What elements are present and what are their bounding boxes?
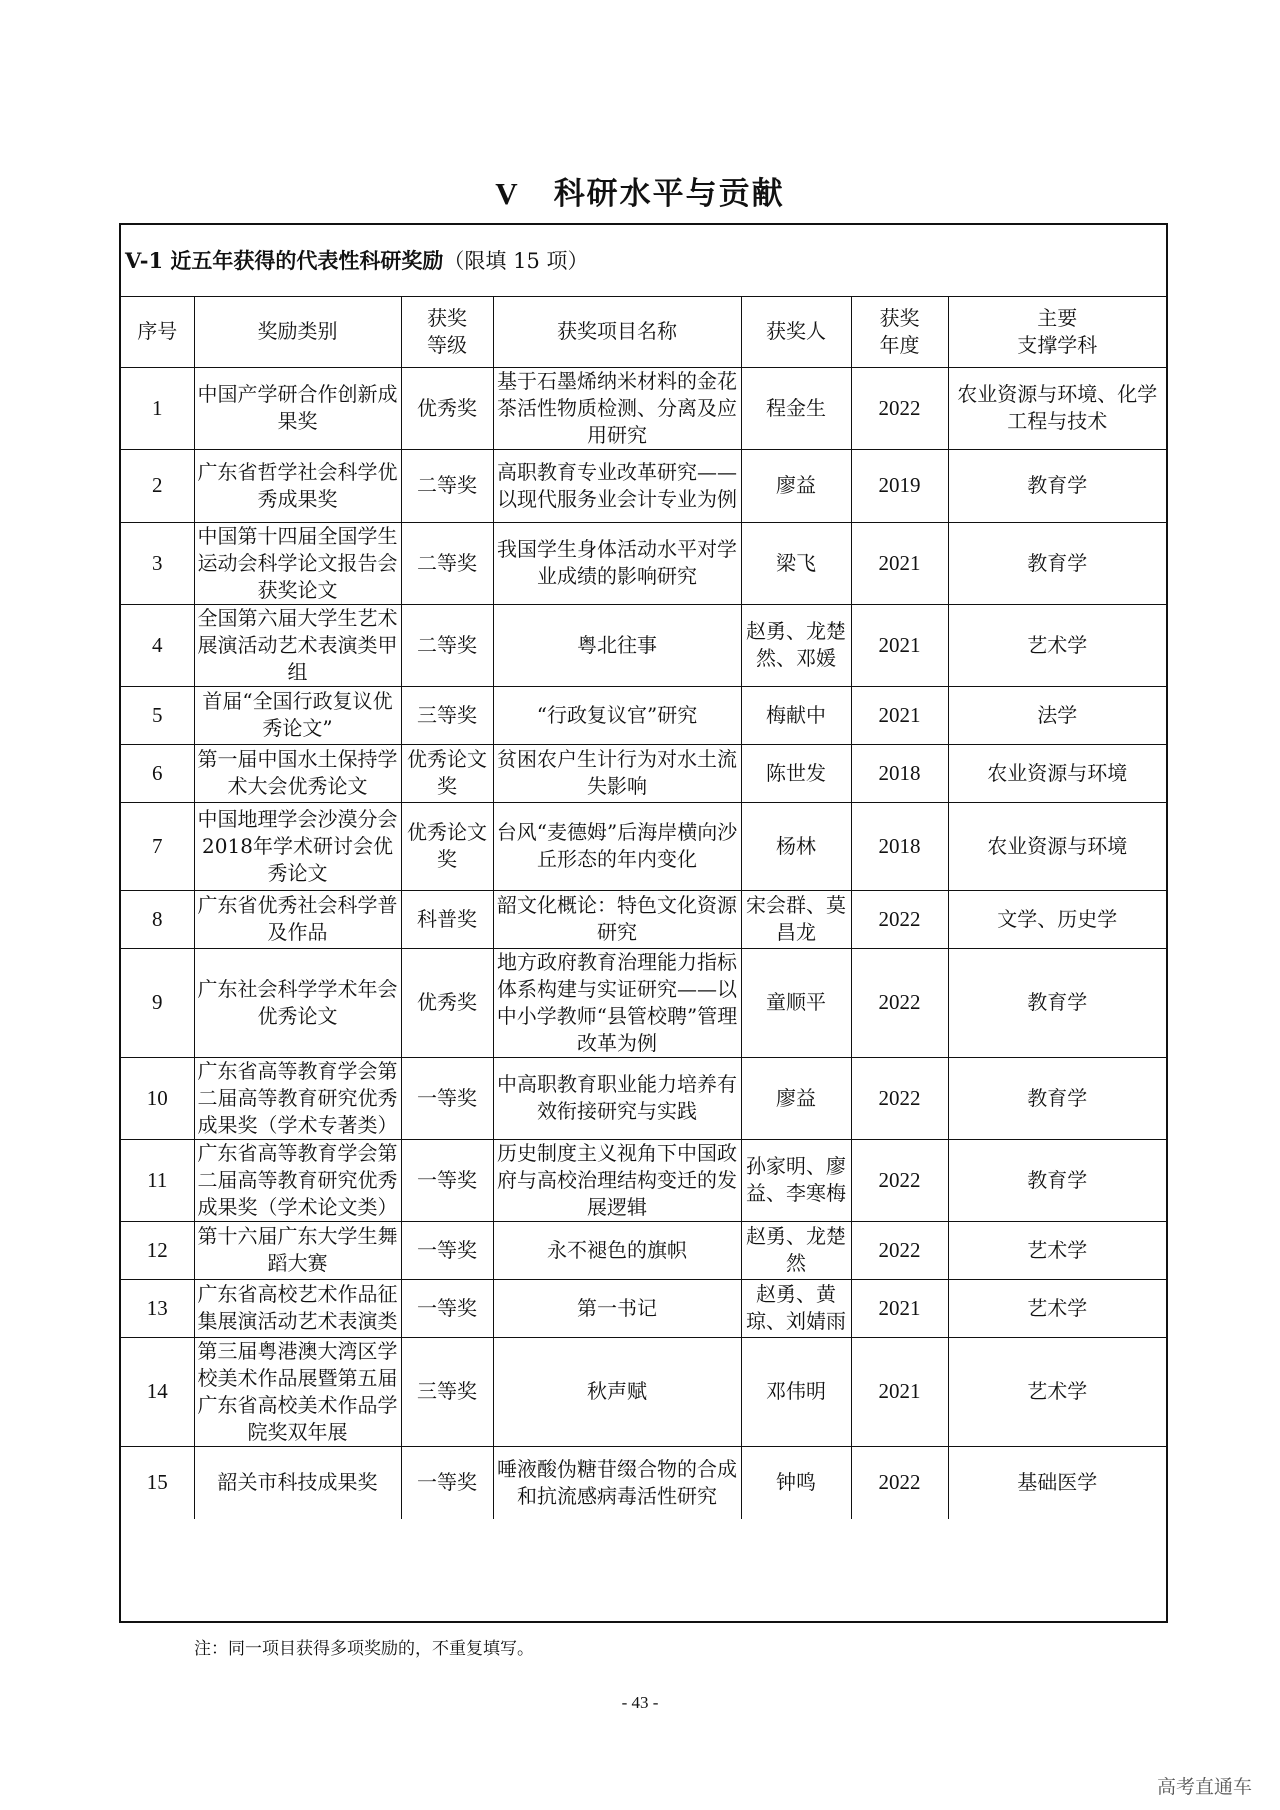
cell-award-level: 二等奖 (401, 522, 493, 604)
table-row (121, 367, 1166, 449)
section-code-title: V-1 近五年获得的代表性科研奖励 (125, 248, 444, 273)
table-row (121, 802, 1166, 890)
cell-index: 13 (121, 1279, 194, 1337)
cell-award-category: 广东省哲学社会科学优秀成果奖 (194, 449, 401, 522)
cell-award-level: 一等奖 (401, 1446, 493, 1519)
cell-year: 2022 (851, 1057, 948, 1139)
cell-award-category: 广东社会科学学术年会优秀论文 (194, 948, 401, 1057)
cell-award-category: 全国第六届大学生艺术展演活动艺术表演类甲组 (194, 604, 401, 686)
cell-discipline: 教育学 (948, 522, 1166, 604)
table-row (121, 1337, 1166, 1446)
cell-award-level: 一等奖 (401, 1139, 493, 1221)
cell-index: 6 (121, 744, 194, 802)
cell-award-level: 一等奖 (401, 1221, 493, 1279)
cell-award-level: 科普奖 (401, 890, 493, 948)
cell-discipline: 法学 (948, 686, 1166, 744)
cell-index: 8 (121, 890, 194, 948)
cell-year: 2022 (851, 1139, 948, 1221)
cell-discipline: 教育学 (948, 449, 1166, 522)
cell-year: 2022 (851, 1446, 948, 1519)
cell-award-level: 优秀奖 (401, 367, 493, 449)
awards-section-box (119, 223, 1168, 1623)
cell-winners: 赵勇、龙楚然 (741, 1221, 851, 1279)
table-row (121, 890, 1166, 948)
page-title (0, 168, 1280, 213)
cell-project-name: 高职教育专业改革研究——以现代服务业会计专业为例 (493, 449, 741, 522)
cell-year: 2022 (851, 1221, 948, 1279)
cell-award-level: 三等奖 (401, 686, 493, 744)
cell-project-name: 唾液酸伪糖苷缀合物的合成和抗流感病毒活性研究 (493, 1446, 741, 1519)
table-row (121, 686, 1166, 744)
cell-winners: 廖益 (741, 449, 851, 522)
cell-award-level: 三等奖 (401, 1337, 493, 1446)
cell-project-name: 台风“麦德姆”后海岸横向沙丘形态的年内变化 (493, 802, 741, 890)
cell-award-level: 一等奖 (401, 1057, 493, 1139)
cell-award-level: 优秀奖 (401, 948, 493, 1057)
cell-winners: 宋会群、莫昌龙 (741, 890, 851, 948)
cell-index: 4 (121, 604, 194, 686)
awards-table (121, 297, 1166, 1519)
cell-award-category: 第十六届广东大学生舞蹈大赛 (194, 1221, 401, 1279)
cell-award-level: 优秀论文奖 (401, 802, 493, 890)
cell-index: 1 (121, 367, 194, 449)
cell-discipline: 农业资源与环境 (948, 802, 1166, 890)
cell-winners: 杨林 (741, 802, 851, 890)
header-year: 获奖 年度 (851, 297, 948, 367)
cell-discipline: 艺术学 (948, 1279, 1166, 1337)
table-row (121, 744, 1166, 802)
cell-project-name: 永不褪色的旗帜 (493, 1221, 741, 1279)
cell-winners: 童顺平 (741, 948, 851, 1057)
page-number: - 43 - (621, 1693, 659, 1712)
cell-winners: 赵勇、黄琼、刘婧雨 (741, 1279, 851, 1337)
cell-award-level: 优秀论文奖 (401, 744, 493, 802)
cell-winners: 钟鸣 (741, 1446, 851, 1519)
cell-award-category: 第一届中国水土保持学术大会优秀论文 (194, 744, 401, 802)
cell-award-category: 中国第十四届全国学生运动会科学论文报告会获奖论文 (194, 522, 401, 604)
cell-winners: 梅献中 (741, 686, 851, 744)
cell-winners: 廖益 (741, 1057, 851, 1139)
cell-index: 15 (121, 1446, 194, 1519)
cell-year: 2021 (851, 1337, 948, 1446)
cell-project-name: 第一书记 (493, 1279, 741, 1337)
cell-discipline: 基础医学 (948, 1446, 1166, 1519)
cell-winners: 梁飞 (741, 522, 851, 604)
cell-year: 2021 (851, 604, 948, 686)
cell-project-name: 基于石墨烯纳米材料的金花茶活性物质检测、分离及应用研究 (493, 367, 741, 449)
cell-discipline: 教育学 (948, 1139, 1166, 1221)
table-row (121, 1446, 1166, 1519)
header-award-level: 获奖 等级 (401, 297, 493, 367)
cell-project-name: 我国学生身体活动水平对学业成绩的影响研究 (493, 522, 741, 604)
cell-year: 2021 (851, 686, 948, 744)
cell-index: 11 (121, 1139, 194, 1221)
header-award-category: 奖励类别 (194, 297, 401, 367)
cell-award-level: 二等奖 (401, 449, 493, 522)
cell-year: 2022 (851, 948, 948, 1057)
watermark-text: 高考直通车 (1156, 1776, 1252, 1798)
cell-index: 2 (121, 449, 194, 522)
cell-project-name: 历史制度主义视角下中国政府与高校治理结构变迁的发展逻辑 (493, 1139, 741, 1221)
cell-award-level: 二等奖 (401, 604, 493, 686)
cell-award-category: 广东省高等教育学会第二届高等教育研究优秀成果奖（学术专著类） (194, 1057, 401, 1139)
cell-project-name: 地方政府教育治理能力指标体系构建与实证研究——以中小学教师“县管校聘”管理改革为例 (493, 948, 741, 1057)
table-header-row (121, 297, 1166, 367)
cell-discipline: 艺术学 (948, 1221, 1166, 1279)
cell-award-category: 广东省高校艺术作品征集展演活动艺术表演类 (194, 1279, 401, 1337)
table-row (121, 449, 1166, 522)
cell-year: 2022 (851, 367, 948, 449)
cell-award-category: 广东省高等教育学会第二届高等教育研究优秀成果奖（学术论文类） (194, 1139, 401, 1221)
section-header (121, 225, 1166, 297)
cell-year: 2021 (851, 522, 948, 604)
table-row (121, 1139, 1166, 1221)
cell-index: 3 (121, 522, 194, 604)
cell-winners: 邓伟明 (741, 1337, 851, 1446)
cell-index: 7 (121, 802, 194, 890)
cell-index: 14 (121, 1337, 194, 1446)
table-row (121, 604, 1166, 686)
cell-project-name: 贫困农户生计行为对水土流失影响 (493, 744, 741, 802)
cell-year: 2018 (851, 744, 948, 802)
table-row (121, 522, 1166, 604)
cell-award-category: 中国地理学会沙漠分会2018年学术研讨会优秀论文 (194, 802, 401, 890)
cell-award-category: 首届“全国行政复议优秀论文” (194, 686, 401, 744)
cell-discipline: 文学、历史学 (948, 890, 1166, 948)
page-title-roman: V (495, 176, 520, 211)
cell-project-name: 中高职教育职业能力培养有效衔接研究与实践 (493, 1057, 741, 1139)
header-discipline: 主要 支撑学科 (948, 297, 1166, 367)
cell-award-level: 一等奖 (401, 1279, 493, 1337)
header-index: 序号 (121, 297, 194, 367)
cell-discipline: 农业资源与环境、化学工程与技术 (948, 367, 1166, 449)
cell-discipline: 艺术学 (948, 1337, 1166, 1446)
cell-winners: 赵勇、龙楚然、邓媛 (741, 604, 851, 686)
cell-index: 10 (121, 1057, 194, 1139)
cell-year: 2021 (851, 1279, 948, 1337)
cell-year: 2019 (851, 449, 948, 522)
table-row (121, 1279, 1166, 1337)
cell-winners: 程金生 (741, 367, 851, 449)
cell-discipline: 艺术学 (948, 604, 1166, 686)
page-title-text: 科研水平与贡献 (553, 176, 785, 212)
header-winners: 获奖人 (741, 297, 851, 367)
cell-project-name: 秋声赋 (493, 1337, 741, 1446)
cell-discipline: 教育学 (948, 1057, 1166, 1139)
header-project-name: 获奖项目名称 (493, 297, 741, 367)
cell-index: 12 (121, 1221, 194, 1279)
cell-index: 9 (121, 948, 194, 1057)
table-row (121, 1221, 1166, 1279)
footnote: 注：同一项目获得多项奖励的，不重复填写。 (194, 1639, 534, 1659)
cell-project-name: “行政复议官”研究 (493, 686, 741, 744)
cell-project-name: 粤北往事 (493, 604, 741, 686)
cell-index: 5 (121, 686, 194, 744)
cell-discipline: 教育学 (948, 948, 1166, 1057)
cell-award-category: 第三届粤港澳大湾区学校美术作品展暨第五届广东省高校美术作品学院奖双年展 (194, 1337, 401, 1446)
cell-year: 2022 (851, 890, 948, 948)
table-body (121, 367, 1166, 1519)
cell-award-category: 韶关市科技成果奖 (194, 1446, 401, 1519)
cell-winners: 孙家明、廖益、李寒梅 (741, 1139, 851, 1221)
table-row (121, 948, 1166, 1057)
cell-award-category: 广东省优秀社会科学普及作品 (194, 890, 401, 948)
cell-discipline: 农业资源与环境 (948, 744, 1166, 802)
cell-project-name: 韶文化概论：特色文化资源研究 (493, 890, 741, 948)
cell-year: 2018 (851, 802, 948, 890)
cell-winners: 陈世发 (741, 744, 851, 802)
table-row (121, 1057, 1166, 1139)
section-limit-note: （限填 15 项） (443, 249, 589, 273)
cell-award-category: 中国产学研合作创新成果奖 (194, 367, 401, 449)
